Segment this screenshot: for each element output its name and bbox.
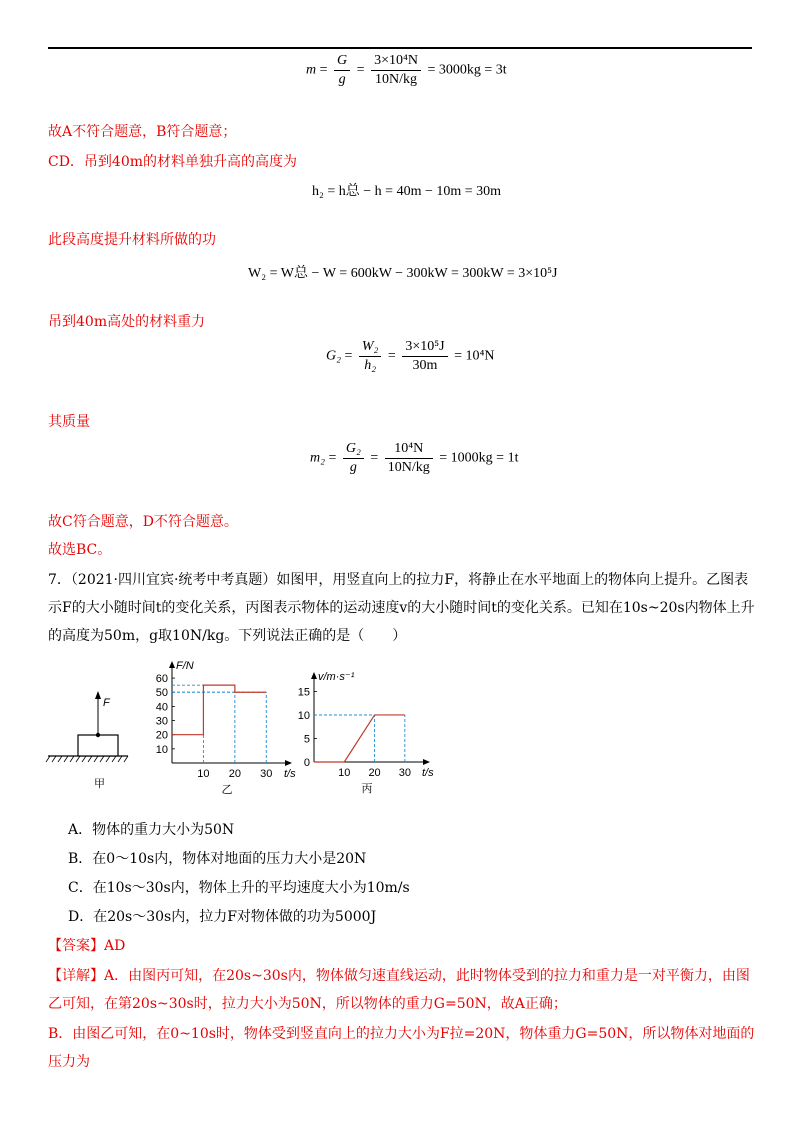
y-tick-label: 30 <box>155 715 168 728</box>
weight-intro: 吊到40m高处的材料重力 <box>48 314 206 330</box>
mass-intro: 其质量 <box>48 414 90 430</box>
question-7-stem: 7．（2021·四川宜宾·统考中考真题）如图甲，用竖直向上的拉力F，将静止在水平地面上的物体向上提升。乙图表示F的大小随时间t的变化关系，丙图表示物体的运动速度v的大小随时间t的变化关系。已知在10s~20s内物体上升的高度为50m，g取10N/kg。下列说法正确的是（ ） <box>48 572 755 644</box>
y-tick-label: 15 <box>297 686 310 699</box>
detail-a: 【详解】A．由图丙可知，在20s~30s内，物体做匀速直线运动，此时物体受到的拉力和重力是一对平衡力，由图乙可知，在第20s~30s时，拉力大小为50N，所以物体的重力G=50N，故A正确； <box>48 968 750 1012</box>
equation-mass-1: m = $\frac{G}{g}$ = $\frac{\text{3×10⁴N}}{10N/kg}$ = 3000kg = 3t <box>306 53 507 87</box>
x-axis-label: t/s <box>284 768 296 780</box>
y-tick-label: 60 <box>155 673 168 686</box>
y-tick-label: 20 <box>155 729 168 742</box>
y-tick-label: 10 <box>297 709 310 722</box>
equation-height: h₂ = h总 − h = 40m − 10m = 30m <box>312 184 502 199</box>
x-tick-label: 30 <box>260 768 273 780</box>
detail-b: B．由图乙可知，在0~10s时，物体受到竖直向上的拉力大小为F拉=20N，物体重力G=50N，所以物体对地面的压力为 <box>48 1026 755 1070</box>
force-label: F <box>103 697 110 709</box>
x-tick-label: 10 <box>197 768 210 780</box>
figure-label: 乙 <box>221 784 233 796</box>
x-tick-label: 20 <box>368 767 381 779</box>
figure-jia-label: 甲 <box>94 778 105 790</box>
equation-work: W₂ = W总 − W = 600kW − 300kW = 300kW = 3×10⁵J <box>248 266 558 281</box>
x-axis-label: t/s <box>422 767 434 779</box>
cd-intro: CD．吊到40m的材料单独升高的高度为 <box>48 154 298 170</box>
figure-jia <box>44 662 134 792</box>
y-tick-label: 5 <box>303 733 310 746</box>
y-axis-arrow <box>311 672 317 679</box>
work-intro: 此段高度提升材料所做的功 <box>48 232 216 248</box>
x-tick-label: 10 <box>338 767 351 779</box>
chart-bing <box>288 666 434 795</box>
x-tick-label: 20 <box>228 768 241 780</box>
y-axis-arrow <box>169 661 175 668</box>
conclusion-ab: 故A不符合题意，B符合题意； <box>48 124 237 140</box>
series-line <box>314 715 405 762</box>
y-axis-label: F/N <box>176 660 194 672</box>
answer-line: 【答案】AD <box>48 938 126 954</box>
equation-weight: G₂ = $\frac{\text{W₂}}{\text{h₂}}$ = $\frac{\text{3×10⁵J}}{30m}$ = 10⁴N <box>326 339 495 373</box>
chart-yi <box>140 660 295 794</box>
option-a: A．物体的重力大小为50N <box>68 822 235 838</box>
x-tick-label: 30 <box>398 767 411 779</box>
x-axis-arrow <box>423 759 430 765</box>
y-tick-label: 10 <box>155 743 168 756</box>
y-tick-label: 50 <box>155 687 168 700</box>
y-axis-label: v/m·s⁻¹ <box>318 671 355 683</box>
option-c: C．在10s～30s内，物体上升的平均速度大小为10m/s <box>68 880 410 896</box>
option-d: D．在20s～30s内，拉力F对物体做的功为5000J <box>68 909 377 925</box>
option-b: B．在0～10s内，物体对地面的压力大小是20N <box>68 851 367 867</box>
header-rule <box>48 47 752 49</box>
y-tick-label: 40 <box>155 701 168 714</box>
y-tick-label: 0 <box>303 757 310 769</box>
conclusion-cd: 故C符合题意，D不符合题意。 <box>48 514 238 530</box>
equation-mass-2: m₂ = $\frac{\text{G₂}}{g}$ = $\frac{\text{10⁴N}}{10N/kg}$ = 1000kg = 1t <box>310 441 519 475</box>
final-choice: 故选BC。 <box>48 542 112 558</box>
figure-label: 丙 <box>361 783 373 795</box>
